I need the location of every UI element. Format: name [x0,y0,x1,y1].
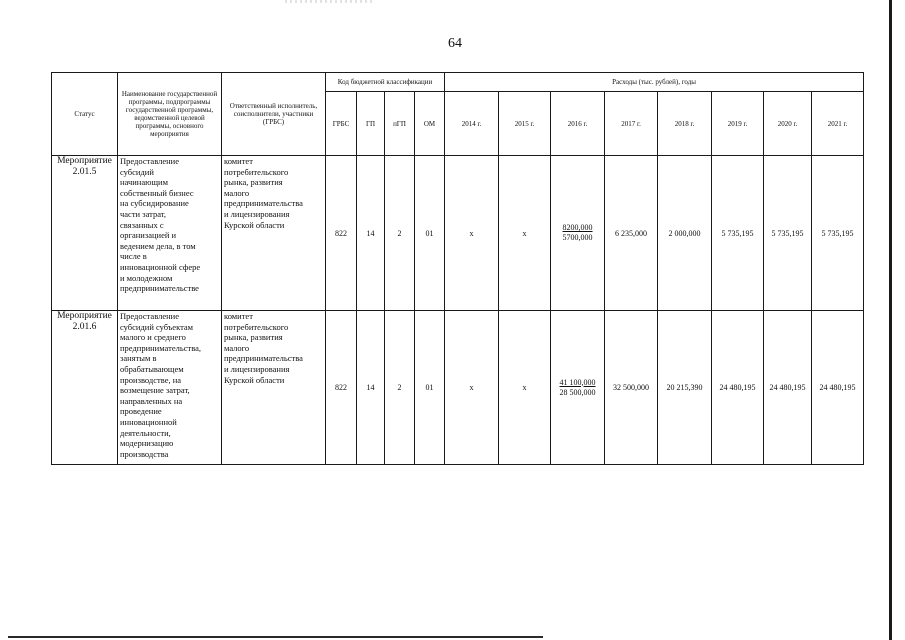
name-line: производстве, на [120,374,182,385]
header-expenses-group: Расходы (тыс. рублей), годы [445,73,864,92]
name-line: Предоставление [120,311,179,321]
cell-2020: 24 480,195 [764,311,812,465]
name-line: ведением дела, в том [120,240,196,251]
row-name [118,311,222,465]
cell-2017: 6 235,000 [605,156,658,311]
responsible-line: потребительского [224,166,289,177]
responsible-line: малого [224,342,250,353]
table-row [52,311,864,465]
name-line: и молодежном [120,272,173,283]
responsible-line: и лицензирования [224,363,290,374]
header-year-2016: 2016 г. [551,92,605,156]
name-line: инновационной сфере [120,261,201,272]
row-status: Мероприятие 2.01.6 [52,311,118,465]
name-line: производства [120,448,169,459]
responsible-line: комитет [224,311,253,321]
header-year-2014: 2014 г. [445,92,499,156]
cell-2019: 5 735,195 [712,156,764,311]
name-line: обрабатывающем [120,363,184,374]
cell-2016-bottom: 5700,000 [562,233,593,242]
cell-code-om: 01 [415,311,445,465]
cell-code-grbs: 822 [326,156,357,311]
name-line: части затрат, [120,208,166,219]
name-line: Предоставление [120,156,179,166]
name-line: проведение [120,406,162,417]
name-line: занятым в [120,353,157,364]
header-year-2015: 2015 г. [499,92,551,156]
cell-2014: х [445,311,499,465]
budget-table [51,72,864,465]
cell-2021: 5 735,195 [812,156,864,311]
name-line: инновационной [120,416,177,427]
cell-code-om: 01 [415,156,445,311]
cell-2016-top: 8200,000 [562,223,593,232]
header-code-pgp: пГП [385,92,415,156]
name-line: возмещение затрат, [120,385,190,396]
name-line: предпринимательстве [120,283,199,294]
table-row [52,156,864,311]
cell-2018: 2 000,000 [658,156,712,311]
responsible-line: малого [224,187,250,198]
cell-code-gp: 14 [357,156,385,311]
row-status: Мероприятие 2.01.5 [52,156,118,311]
header-code-gp: ГП [357,92,385,156]
cell-2014: х [445,156,499,311]
responsible-line: предпринимательства [224,353,303,364]
cell-2016-stack [560,378,596,398]
responsible-line: рынка, развития [224,332,283,343]
cell-2018: 20 215,390 [658,311,712,465]
cell-2017: 32 500,000 [605,311,658,465]
name-line: субсидий [120,166,154,177]
cell-2015: х [499,311,551,465]
responsible-line: и лицензирования [224,208,290,219]
name-line: связанных с [120,219,164,230]
responsible-line: Курской области [224,219,285,230]
responsible-line: комитет [224,156,253,166]
cell-2016 [551,311,605,465]
cell-2020: 5 735,195 [764,156,812,311]
row-responsible [222,156,326,311]
name-line: организацией и [120,230,177,241]
name-line: на субсидирование [120,198,189,209]
name-line: малого и среднего [120,332,186,343]
cell-2019: 24 480,195 [712,311,764,465]
responsible-line: рынка, развития [224,177,283,188]
name-line: субсидий субъектам [120,321,194,332]
responsible-line: Курской области [224,374,285,385]
row-responsible [222,311,326,465]
name-line: деятельности, [120,427,171,438]
responsible-line: предпринимательства [224,198,303,209]
cell-2016-top: 41 100,000 [559,377,596,387]
cell-2016-stack [563,223,593,243]
name-line: направленных на [120,395,183,406]
row-name [118,156,222,311]
name-line: модернизацию [120,438,174,449]
cell-code-gp: 14 [357,311,385,465]
name-line: числе в [120,251,147,262]
footer-rule [8,636,543,638]
header-responsible: Ответственный исполнитель, соисполнители, участники (ГРБС) [222,73,326,156]
name-line: начинающим [120,177,168,188]
name-line: предпринимательства, [120,342,201,353]
cell-2016 [551,156,605,311]
header-code-om: ОМ [415,92,445,156]
header-year-2018: 2018 г. [658,92,712,156]
header-year-2020: 2020 г. [764,92,812,156]
cell-2015: х [499,156,551,311]
cell-code-pgp: 2 [385,311,415,465]
header-name: Наименование государственной программы, подпрограммы государственной программы, ведомственной целевой программы, основного мероприятия [118,73,222,156]
cell-code-grbs: 822 [326,311,357,465]
cell-2016-bottom: 28 500,000 [559,387,596,397]
header-year-2019: 2019 г. [712,92,764,156]
page-edge-line [889,0,892,640]
header-budget-code-group: Код бюджетной классификации [326,73,445,92]
cell-2021: 24 480,195 [812,311,864,465]
scan-artifact [285,0,375,3]
header-year-2021: 2021 г. [812,92,864,156]
header-status: Статус [52,73,118,156]
name-line: собственный бизнес [120,187,194,198]
header-code-grbs: ГРБС [326,92,357,156]
responsible-line: потребительского [224,321,289,332]
cell-code-pgp: 2 [385,156,415,311]
header-year-2017: 2017 г. [605,92,658,156]
page-number: 64 [448,36,462,51]
